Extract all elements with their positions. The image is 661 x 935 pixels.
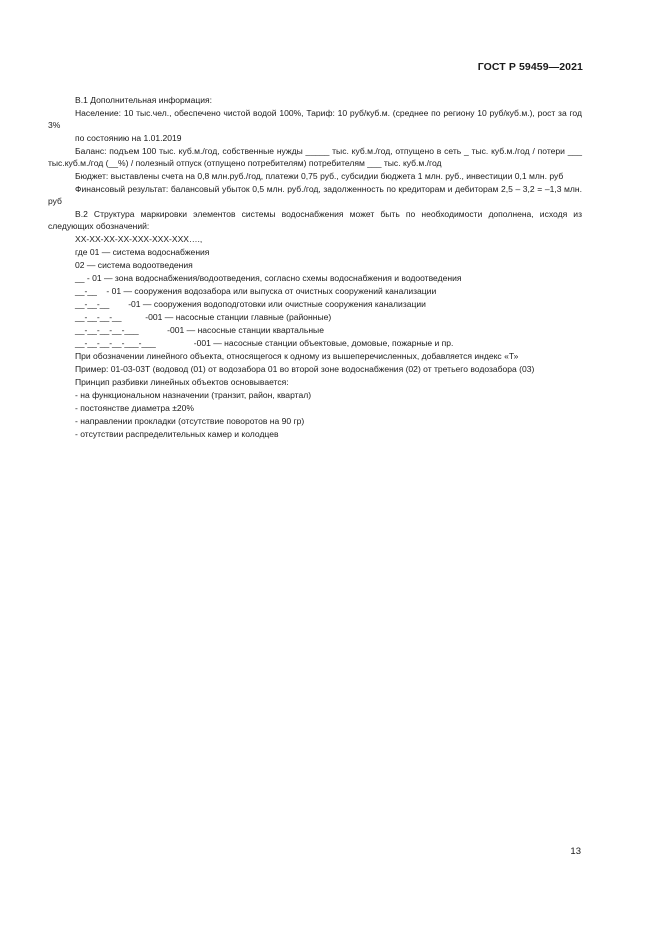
document-body	[48, 94, 582, 441]
document-standard-code: ГОСТ Р 59459—2021	[477, 61, 583, 73]
paragraph: - отсутствии распределительных камер и колодцев	[75, 429, 279, 439]
paragraph: по состоянию на 1.01.2019	[75, 133, 182, 143]
paragraph: При обозначении линейного объекта, относящегося к одному из вышеперечисленных, добавляется индекс «Т»	[75, 351, 519, 361]
paragraph: ХХ-ХХ-ХХ-ХХ-ХХХ-ХХХ-ХХХ….,	[75, 234, 203, 244]
paragraph: Финансовый результат: балансовый убыток 0,5 млн. руб./год, задолженность по кредиторам и дебиторам 2,5 – 3,2 = –1,3 млн. руб	[48, 184, 582, 206]
paragraph: __-__-__-__-___ -001 — насосные станции квартальные	[75, 325, 324, 335]
paragraph: В.1 Дополнительная информация:	[75, 95, 213, 105]
paragraph: Бюджет: выставлены счета на 0,8 млн.руб./год, платежи 0,75 руб., субсидии бюджета 1 млн. руб., инвестиции 0,1 млн. руб	[75, 171, 564, 181]
page-number: 13	[570, 846, 581, 857]
paragraph: В.2 Структура маркировки элементов системы водоснабжения может быть по необходимости дополнена, исходя из следующих обозначений:	[48, 209, 582, 231]
paragraph: __-__-__ -01 — сооружения водоподготовки или очистные сооружения канализации	[75, 299, 426, 309]
paragraph: Пример: 01-03-03Т (водовод (01) от водозабора 01 во второй зоне водоснабжения (02) от третьего водозабора (03)	[75, 364, 535, 374]
paragraph: __-__-__-__-___-___ -001 — насосные станции объектовые, домовые, пожарные и пр.	[75, 338, 454, 348]
paragraph: - направлении прокладки (отсутствие поворотов на 90 гр)	[75, 416, 305, 426]
paragraph: __-__-__-__ -001 — насосные станции главные (районные)	[75, 312, 332, 322]
paragraph: - на функциональном назначении (транзит, район, квартал)	[75, 390, 312, 400]
paragraph: __-__ - 01 — сооружения водозабора или выпуска от очистных сооружений канализации	[75, 286, 437, 296]
paragraph: Принцип разбивки линейных объектов основывается:	[75, 377, 289, 387]
paragraph: - постоянстве диаметра ±20%	[75, 403, 195, 413]
paragraph: Баланс: подъем 100 тыс. куб.м./год, собственные нужды _____ тыс. куб.м./год, отпущено в сеть _ тыс. куб.м./год / потери ___ тыс.куб.м./год (__%) / полезный отпуск (отпущено потребителям) потребителям ___ тыс. куб.м./год	[48, 146, 582, 168]
paragraph: 02 — система водоотведения	[75, 260, 193, 270]
paragraph: Население: 10 тыс.чел., обеспечено чистой водой 100%, Тариф: 10 руб/куб.м. (среднее по региону 10 руб/куб.м.), рост за год 3%	[48, 108, 582, 130]
paragraph: __ - 01 — зона водоснабжения/водоотведения, согласно схемы водоснабжения и водоотведения	[75, 273, 462, 283]
paragraph: где 01 — система водоснабжения	[75, 247, 210, 257]
